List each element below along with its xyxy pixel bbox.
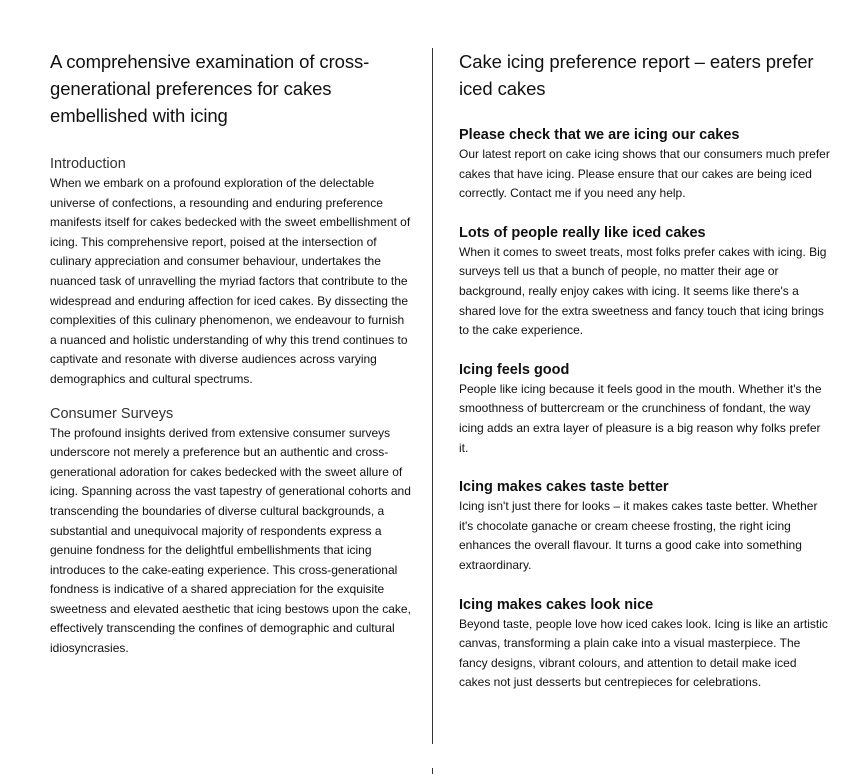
column-divider <box>432 48 433 744</box>
right-column <box>459 48 831 693</box>
section-paragraph: The profound insights derived from extensive consumer surveys underscore not merely a preference but an authentic and cross-generational adoration for cakes bedecked with the sweet allure of icing. Spanning across the vast tapestry of generational cohorts and transcending the boundaries of diverse cultural backgrounds, a substantial and unequivocal majority of respondents express a genuine fondness for the delightful embellishments that icing introduces to the cake-eating experience. This cross-generational fondness is indicative of a shared appreciation for the exquisite sweetness and elevated aesthetic that icing bestows upon the cake, effectively transcending the confines of demographic and cultural idiosyncrasies. <box>50 425 411 656</box>
section-paragraph: Beyond taste, people love how iced cakes look. Icing is like an artistic canvas, transforming a plain cake into a visual masterpiece. The fancy designs, vibrant colours, and attention to detail make iced cakes not just desserts but centrepieces for celebrations. <box>459 616 828 690</box>
section-heading: Icing makes cakes taste better <box>459 479 669 496</box>
section-paragraph: Our latest report on cake icing shows that our consumers much prefer cakes that have icing. Please ensure that our cakes are being iced correctly. Contact me if you need any help. <box>459 147 830 201</box>
left-document-title: A comprehensive examination of cross-generational preferences for cakes embellished with icing <box>50 51 370 126</box>
section-paragraph: When we embark on a profound exploration of the delectable universe of confections, a resounding and enduring preference manifests itself for cakes bedecked with the sweet embellishment of icing. This comprehensive report, poised at the intersection of culinary appreciation and consumer behaviour, undertakes the nuanced task of unravelling the myriad factors that contribute to the widespread and enduring affection for iced cakes. By dissecting the complexities of this culinary phenomenon, we endeavour to furnish a nuanced and holistic understanding of why this trend continues to captivate and resonate with diverse audiences across varying demographics and cultural spectrums. <box>50 176 411 386</box>
right-section-check-icing <box>459 125 831 204</box>
left-section-introduction <box>50 154 412 390</box>
left-column <box>50 48 412 659</box>
column-divider-tail <box>432 768 433 774</box>
right-section-people-like-iced-cakes <box>459 223 831 341</box>
section-paragraph: People like icing because it feels good in the mouth. Whether it's the smoothness of buttercream or the crunchiness of fondant, the way icing adds an extra layer of pleasure is a big reason why folks prefer it. <box>459 381 822 455</box>
section-heading: Icing feels good <box>459 361 570 378</box>
right-document-title: Cake icing preference report – eaters prefer iced cakes <box>459 51 814 99</box>
section-paragraph: When it comes to sweet treats, most folks prefer cakes with icing. Big surveys tell us that a bunch of people, no matter their age or background, really enjoy cakes with icing. It seems like there's a shared love for the extra sweetness and fancy touch that icing brings to the cake experience. <box>459 244 827 338</box>
section-paragraph: Icing isn't just there for looks – it makes cakes taste better. Whether it's chocolate ganache or cream cheese frosting, the right icing enhances the overall flavour. It turns a good cake into something extraordinary. <box>459 499 818 572</box>
section-heading: Please check that we are icing our cakes <box>459 127 740 143</box>
right-section-icing-feels-good <box>459 360 831 458</box>
section-heading: Introduction <box>50 156 126 172</box>
left-section-consumer-surveys <box>50 404 412 659</box>
right-section-look-nice <box>459 595 831 693</box>
section-heading: Consumer Surveys <box>50 405 174 422</box>
section-heading: Icing makes cakes look nice <box>459 596 654 613</box>
section-heading: Lots of people really like iced cakes <box>459 224 706 241</box>
right-section-taste-better <box>459 477 831 575</box>
